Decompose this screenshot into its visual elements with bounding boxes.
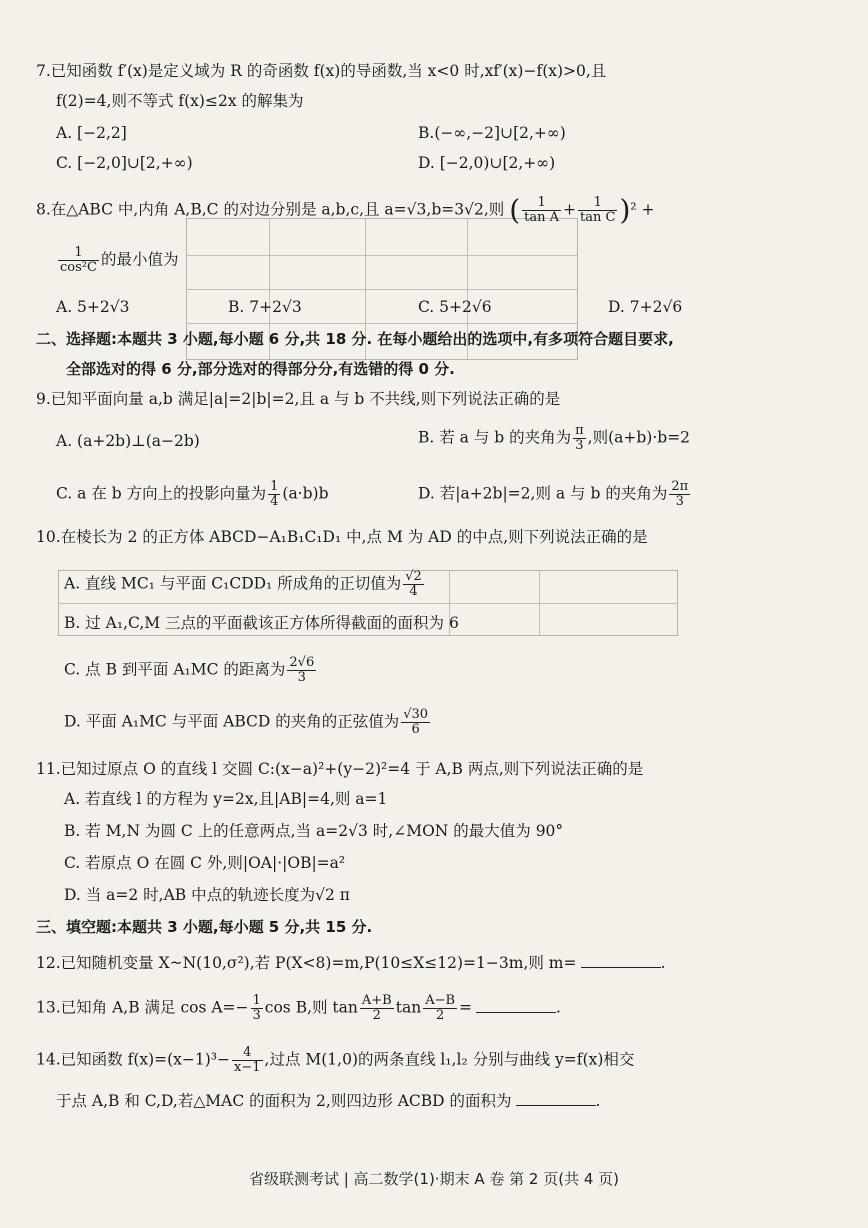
q8-frac1: $\frac{1}{\text{tan A}}$ [524,195,560,225]
q14-line2: 于点 A,B 和 C,D,若△MAC 的面积为 2,则四边形 ACBD 的面积为 . [56,1092,601,1110]
q7-option-a: A. [−2,2] [56,124,127,142]
q9-option-c: C. a 在 b 方向上的投影向量为 $\frac{1}{4}$ (a·b)b [56,479,329,509]
q10-a-frac: $\frac{√2}{4}$ [405,569,422,599]
q11-option-d: D. 当 a=2 时,AB 中点的轨迹长度为√2 π [64,886,350,904]
q14-frac: $\frac{4}{x-1}$ [234,1045,261,1075]
q13-frac2: $\frac{A+B}{2}$ [361,993,392,1023]
q11-option-c: C. 若原点 O 在圆 C 外,则|OA|·|OB|=a² [64,854,346,872]
q7-option-d: D. [−2,0)∪[2,+∞) [418,154,556,172]
q11-option-b: B. 若 M,N 为圆 C 上的任意两点,当 a=2√3 时,∠MON 的最大值为 90° [64,822,564,840]
q8-tail: ² + [630,200,655,219]
q9-c-frac: $\frac{1}{4}$ [270,479,279,509]
q7-option-c: C. [−2,0]∪[2,+∞) [56,154,193,172]
q7-line2: f(2)=4,则不等式 f(x)≤2x 的解集为 [56,92,304,110]
q9-option-b: B. 若 a 与 b 的夹角为 $\frac{\pi}{3}$ ,则(a+b)·b=2 [418,423,691,453]
q9-d-frac: $\frac{2\pi}{3}$ [671,479,689,509]
q11-option-a: A. 若直线 l 的方程为 y=2x,且|AB|=4,则 a=1 [64,790,388,808]
q8-option-b: B. 7+2√3 [228,298,302,316]
q13-answer-blank[interactable] [476,998,556,1013]
q11-stem: 11.已知过原点 O 的直线 l 交圆 C:(x−a)²+(y−2)²=4 于 A,B 两点,则下列说法正确的是 [36,760,644,778]
q12-answer-blank[interactable] [581,953,661,968]
q8-plus: + [563,200,577,219]
q8-option-a: A. 5+2√3 [56,298,130,316]
q8-line2: $\frac{1}{\text{cos²C}}$ 的最小值为 [60,245,179,275]
section3-heading: 三、填空题:本题共 3 小题,每小题 5 分,共 15 分. [36,918,373,936]
q7-line1: 7.已知函数 f′(x)是定义域为 R 的奇函数 f(x)的导函数,当 x<0 时,xf′(x)−f(x)>0,且 [36,62,607,80]
q7-option-b: B.(−∞,−2]∪[2,+∞) [418,124,566,142]
q13-frac1: $\frac{1}{3}$ [252,993,261,1023]
page-footer: 省级联测考试 | 高二数学(1)·期末 A 卷 第 2 页(共 4 页) [248,1170,620,1188]
q10-c-frac: $\frac{2√6}{3}$ [289,655,315,685]
q9-b-frac: $\frac{\pi}{3}$ [575,423,584,453]
q8-right-paren: ) [619,193,631,227]
q14-line1: 14.已知函数 f(x)=(x−1)³− $\frac{4}{x-1}$ ,过点 M(1,0)的两条直线 l₁,l₂ 分别与曲线 y=f(x)相交 [36,1045,635,1075]
q9-option-a: A. (a+2b)⊥(a−2b) [56,432,200,450]
q8-line1 [36,193,655,227]
q9-stem: 9.已知平面向量 a,b 满足|a|=2|b|=2,且 a 与 b 不共线,则下列说法正确的是 [36,390,561,408]
q10-option-c: C. 点 B 到平面 A₁MC 的距离为 $\frac{2√6}{3}$ [64,655,315,685]
q10-option-d: D. 平面 A₁MC 与平面 ABCD 的夹角的正弦值为 $\frac{√30}{6}$ [64,707,429,737]
q13-line: 13.已知角 A,B 满足 cos A=− $\frac{1}{3}$ cos B,则 tan $\frac{A+B}{2}$ tan $\frac{A-B}{2}$ = . [36,993,561,1023]
q10-option-a: A. 直线 MC₁ 与平面 C₁CDD₁ 所成角的正切值为 $\frac{√2}{4}$ [64,569,422,599]
q8-frac3: $\frac{1}{\text{cos²C}}$ [60,245,97,275]
q10-d-frac: $\frac{√30}{6}$ [403,707,429,737]
q10-option-b: B. 过 A₁,C,M 三点的平面截该正方体所得截面的面积为 6 [64,614,459,632]
q8-frac2: $\frac{1}{\text{tan C}}$ [580,195,616,225]
q14-answer-blank[interactable] [516,1091,596,1106]
section2-heading-line2: 全部选对的得 6 分,部分选对的得部分分,有选错的得 0 分. [66,360,455,378]
q10-stem: 10.在棱长为 2 的正方体 ABCD−A₁B₁C₁D₁ 中,点 M 为 AD 的中点,则下列说法正确的是 [36,528,648,546]
q8-option-d: D. 7+2√6 [608,298,683,316]
q9-option-d: D. 若|a+2b|=2,则 a 与 b 的夹角为 $\frac{2\pi}{3}$ [418,479,689,509]
q12-line: 12.已知随机变量 X~N(10,σ²),若 P(X<8)=m,P(10≤X≤12)=1−3m,则 m= . [36,954,666,972]
q8-line1-text: 8.在△ABC 中,内角 A,B,C 的对边分别是 a,b,c,且 a=√3,b=3√2,则 [36,200,505,219]
section2-heading-line1: 二、选择题:本题共 3 小题,每小题 6 分,共 18 分. 在每小题给出的选项中,有多项符合题目要求, [36,330,674,348]
q13-frac3: $\frac{A-B}{2}$ [425,993,456,1023]
q8-left-paren: ( [509,193,521,227]
q8-option-c: C. 5+2√6 [418,298,492,316]
